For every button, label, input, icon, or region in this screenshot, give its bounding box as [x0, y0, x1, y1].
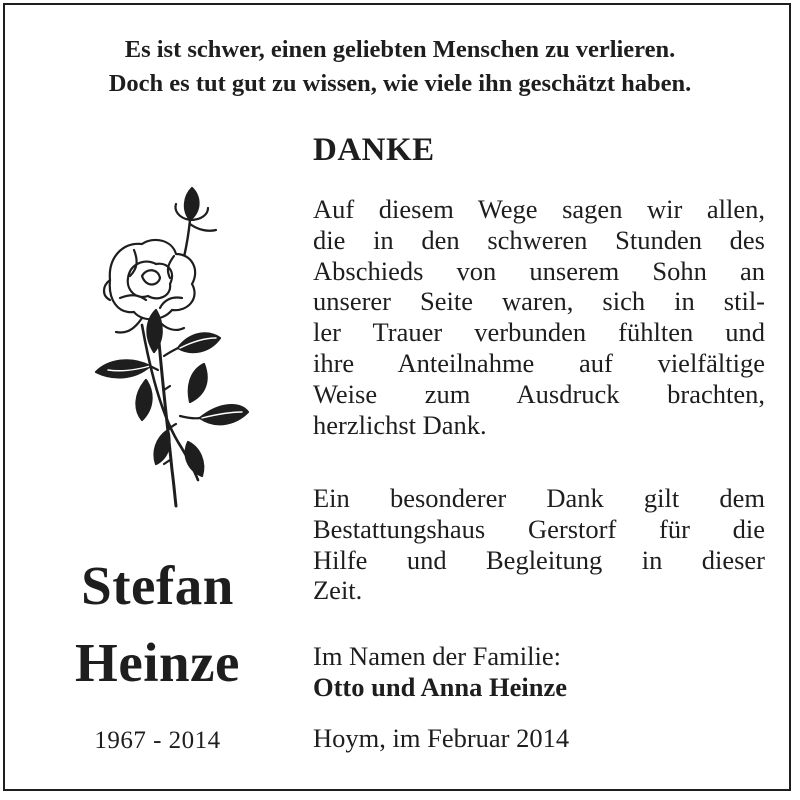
thanks-line: unserer Seite waren, sich in stil-: [313, 286, 765, 317]
header-line-2: Doch es tut gut zu wissen, wie viele ihn geschätzt haben.: [108, 70, 692, 97]
thanks-line: Auf diesem Wege sagen wir allen,: [313, 194, 765, 224]
thanks-line: herzlichst Dank.: [313, 409, 487, 440]
signature-block: [313, 641, 765, 703]
rose-icon: [50, 180, 250, 510]
special-thanks-line: Hilfe und Begleitung in dieser: [313, 544, 765, 575]
thanks-line: ler Trauer verbunden fühlten und: [313, 317, 765, 348]
signature-intro: Im Namen der Familie:: [313, 641, 561, 671]
header-line-1: Es ist schwer, einen geliebten Menschen zu verlieren.: [124, 36, 676, 63]
special-thanks-paragraph: [313, 483, 765, 606]
header-quote: [0, 33, 800, 101]
deceased-first-name: Stefan: [81, 555, 234, 616]
thanks-line: Weise zum Ausdruck brachten,: [313, 378, 765, 409]
special-thanks-line: Zeit.: [313, 575, 363, 606]
special-thanks-line: Bestattungshaus Gerstorf für die: [313, 513, 765, 544]
thanks-line: Abschieds von unserem Sohn an: [313, 255, 765, 286]
place-date: Hoym, im Februar 2014: [313, 723, 570, 753]
thanks-line: ihre Anteilnahme auf vielfältige: [313, 347, 765, 378]
thanks-paragraph: [313, 194, 765, 440]
thanks-line: die in den schweren Stunden des: [313, 224, 765, 255]
signature-names: Otto und Anna Heinze: [313, 671, 568, 702]
special-thanks-line: Ein besonderer Dank gilt dem: [313, 483, 765, 513]
notice-title: DANKE: [313, 132, 435, 168]
life-years: 1967 - 2014: [94, 727, 221, 754]
deceased-last-name: Heinze: [75, 632, 240, 693]
